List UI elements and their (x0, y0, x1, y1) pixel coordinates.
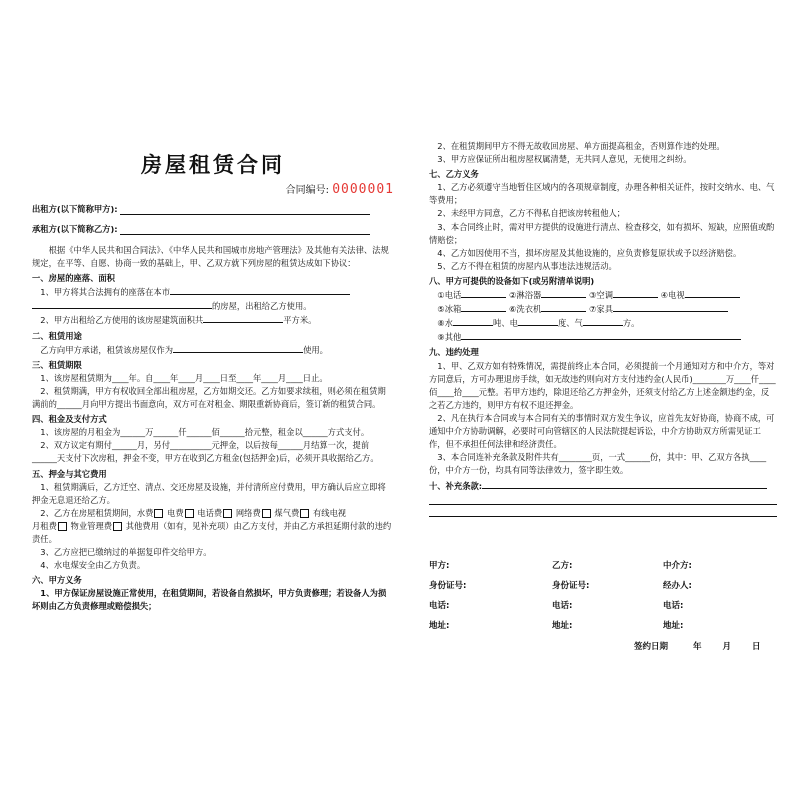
address-field[interactable] (170, 285, 350, 295)
equip-other-label: ⑨其他 (437, 332, 462, 343)
section-9-heading: 九、违约处理 (429, 347, 479, 358)
supplement-field-1[interactable] (482, 479, 767, 489)
contract-number-value: 0000001 (332, 182, 394, 197)
fee-network-checkbox[interactable] (262, 509, 271, 518)
party-b-id-label: 身份证号: (552, 581, 590, 591)
equipment-row-1 (429, 288, 777, 302)
equip-ac-field[interactable] (613, 288, 658, 298)
fee-water-label: 2、乙方在房屋租赁期间，水费 (40, 507, 154, 518)
section-3-heading: 三、租赁期限 (32, 359, 82, 370)
document-title: 房屋租赁合同 (141, 152, 285, 177)
section-10-heading (429, 479, 777, 493)
signature-col-a (429, 556, 466, 636)
signature-col-b (552, 556, 589, 636)
party-a-address-label: 地址: (429, 621, 450, 631)
contract-number-label: 合同编号: (285, 185, 330, 196)
section-3-item-2: 2、租赁期满，甲方有权收回全部出租房屋，乙方如期交还。乙方如要求续租，则必须在租赁期满前的______月向甲方提出书面意向，双方可在对租金、期限重新协商后，签订新的租赁合同。 (32, 385, 386, 410)
fee-phone-checkbox[interactable] (223, 509, 232, 518)
section-6-item-3: 3、甲方应保证所出租房屋权属清楚，无共同人意见，无使用之纠纷。 (437, 154, 692, 165)
sign-date-year: 年 (692, 642, 702, 652)
sign-date-month: 月 (722, 642, 731, 652)
equip-fridge-label: ⑤冰箱 (437, 304, 462, 315)
equip-washer-field[interactable] (541, 302, 586, 312)
section-5-item-1: 1、租赁期满后，乙方迁空、清点、交还房屋及设施，并付清所应付费用，甲方确认后应立即将押金无息退还给乙方。 (32, 481, 386, 505)
agent-phone-label: 电话: (663, 601, 684, 611)
section-5-item-2-cont (32, 520, 394, 546)
party-b-address-label: 地址: (552, 621, 573, 631)
section-10-label: 十、补充条款: (429, 481, 483, 492)
meter-gas-field[interactable] (583, 316, 623, 326)
supplement-field-3[interactable] (429, 505, 777, 517)
fee-cable-label: 有线电视 (312, 507, 347, 518)
fee-electric-checkbox[interactable] (185, 509, 194, 518)
sign-date-label: 签约日期 (634, 642, 669, 652)
section-6-item-2: 2、在租赁期间甲方不得无故收回房屋、单方面提高租金，否则算作违约处理。 (437, 141, 725, 151)
section-1-heading: 一、房屋的座落、面积 (32, 273, 115, 284)
equip-furniture-field[interactable] (613, 302, 728, 312)
section-5-item-2 (32, 507, 394, 520)
fee-other-text: 其他费用（如有，见补充项）由乙方支付，并由乙方承担延期付款的违约责任。 (32, 520, 392, 544)
equip-other-field[interactable] (461, 330, 741, 340)
lessee-label: 承租方(以下简称乙方): (32, 224, 118, 234)
party-a-phone-label: 电话: (429, 601, 450, 611)
area-field[interactable] (203, 313, 283, 323)
section-2-text (32, 343, 394, 357)
agent-handler-label: 经办人: (663, 581, 692, 591)
contract-sheet (27, 140, 777, 670)
equip-fridge-field[interactable] (461, 302, 506, 312)
sign-date (634, 640, 760, 652)
fee-gas-label: 煤气费 (274, 507, 300, 518)
section-9-item-3: 3、本合同连补充条款及附件共有________页，一式______份，其中：甲、乙双方各执____份，中介方一份，均具有同等法律效力，签字即生效。 (429, 452, 767, 476)
section-5-item-3: 3、乙方应把已缴纳过的单据复印件交给甲方。 (40, 547, 212, 558)
lessee-row (32, 220, 394, 238)
equip-washer-label: ⑥洗衣机 (508, 304, 542, 315)
section-4-item-1: 1、该房屋的月租金为______万______仟______佰______拾元整，租金以______方式支付。 (40, 427, 370, 438)
lessor-field[interactable] (120, 204, 370, 215)
party-a-id-label: 身份证号: (429, 581, 467, 591)
party-b-phone-label: 电话: (552, 601, 573, 611)
section-1-item-2-text: 2、甲方出租给乙方使用的该房屋建筑面积共 (40, 315, 204, 326)
section-4-heading: 四、租金及支付方式 (32, 414, 107, 425)
agent-label: 中介方: (663, 561, 692, 571)
lessor-label: 出租方(以下简称甲方): (32, 204, 118, 214)
equipment-row-2 (429, 302, 777, 316)
equip-phone-field[interactable] (461, 288, 506, 298)
fee-property-label: 物业管理费 (70, 520, 113, 531)
section-1-item-1-cont (32, 299, 394, 313)
meter-water-label: ⑧水 (437, 318, 454, 329)
section-8-heading: 八、甲方可提供的设备如下(或另附清单说明) (429, 275, 595, 286)
section-7-item-4: 4、乙方如因使用不当，损坏房屋及其他设施的，应负责修复原状或予以经济赔偿。 (437, 247, 742, 258)
section-1-item-1-end: 的房屋，出租给乙方使用。 (212, 301, 312, 312)
section-3-item-1: 1、该房屋租赁期为____年。自____年____月____日至____年____月____日止。 (40, 372, 328, 383)
section-9-item-2: 2、凡在执行本合同或与本合同有关的事情时双方发生争议，应首先友好协商，协商不成，可通知中介方协助调解，必要时可向管辖区的人民法院提起诉讼，中介方协助双方所需见证工作，但不承担任何法律和经济责任。 (429, 412, 775, 450)
fee-property-checkbox[interactable] (113, 522, 122, 531)
equip-tv-field[interactable] (685, 288, 740, 298)
section-1-item-1-text: 1、甲方将其合法拥有的座落在本市 (40, 287, 171, 298)
section-1-item-2-end: 平方米。 (283, 315, 317, 326)
fee-monthly-checkbox[interactable] (58, 522, 67, 531)
left-column (32, 140, 394, 614)
lessor-row (32, 200, 394, 218)
lessee-field[interactable] (120, 224, 370, 235)
section-7-heading: 七、乙方义务 (429, 169, 479, 180)
section-2-heading: 二、租赁用途 (32, 330, 82, 341)
section-5-heading: 五、押金与其它费用 (32, 468, 107, 479)
party-a-label: 甲方: (429, 561, 450, 571)
fee-electric-label: 电费 (167, 507, 184, 518)
signature-col-agent (663, 556, 692, 636)
sign-date-day: 日 (751, 642, 761, 652)
section-7-item-1: 1、乙方必须遵守当地暂住区域内的各项规章制度，办理各种相关证件，按时交纳水、电、气等费用； (429, 182, 775, 206)
meter-electric-label: 吨、电 (493, 318, 518, 329)
fee-phone-label: 电话费 (197, 507, 223, 518)
agent-address-label: 地址: (663, 621, 684, 631)
section-7-item-3: 3、本合同终止时，需对甲方提供的设施进行清点、检查移交，如有损坏、短缺，应照值或酌情赔偿； (429, 221, 775, 245)
equip-shower-label: ②淋浴器 (508, 290, 542, 301)
meter-end: 方。 (622, 318, 640, 329)
party-b-label: 乙方: (552, 561, 573, 571)
right-column (429, 140, 777, 517)
section-9-item-1: 1、甲、乙双方如有特殊情况，需提前终止本合同，必须提前一个月通知对方和中介方，等对方同意后，方可办理退房手续，如无故违约则向对方支付违约金(人民币)________万____仟____佰____拾____元整。若甲方违约，除退还给乙方押金外，还须支付给乙方上述金额违约金，反之若乙方违约，则甲方有权不退还押金。 (429, 360, 776, 410)
fee-monthly-label: 月租费 (32, 520, 57, 531)
usage-field[interactable] (173, 343, 303, 353)
section-5-item-4: 4、水电煤安全由乙方负责。 (40, 560, 146, 571)
equip-phone-label: ①电话 (437, 290, 462, 301)
section-1-item-2 (32, 313, 394, 327)
section-2-text-a: 乙方向甲方承诺，租赁该房屋仅作为 (40, 344, 174, 355)
section-6-item-1: 1、甲方保证房屋设施正常使用，在租赁期间，若设备自然损坏，甲方负责修理；若设备人为损坏则由乙方负责修理或赔偿损失； (32, 588, 387, 612)
preamble: 根据《中华人民共和国合同法》、《中华人民共和国城市房地产管理法》及其他有关法律、法规规定，在平等、自愿、协商一致的基础上，甲、乙双方就下列房屋的租赁达成如下协议： (32, 245, 389, 269)
supplement-field-2[interactable] (429, 493, 777, 505)
section-4-item-2: 2、双方议定有期付______月，另付__________元押金，以后按每______月结算一次，提前______天支付下次房租，押金不变，甲方在收到乙方租金(包括押金)后，必须开具收据给乙方。 (32, 440, 379, 464)
equip-tv-label: ④电视 (660, 290, 685, 301)
meter-gas-label: 度、气 (557, 318, 583, 329)
equip-shower-field[interactable] (541, 288, 586, 298)
equipment-row-3 (429, 316, 777, 330)
meter-water-field[interactable] (453, 316, 493, 326)
section-1-item-1 (32, 285, 394, 299)
section-6-heading: 六、甲方义务 (32, 575, 82, 586)
fee-network-label: 网络费 (235, 507, 261, 518)
fee-water-checkbox[interactable] (154, 509, 163, 518)
section-7-item-5: 5、乙方不得在租赁的房屋内从事违法违规活动。 (437, 260, 617, 271)
address-field-2[interactable] (32, 299, 212, 309)
section-2-text-b: 使用。 (303, 344, 328, 355)
fee-gas-checkbox[interactable] (300, 509, 309, 518)
meter-electric-field[interactable] (518, 316, 558, 326)
contract-number (32, 182, 394, 198)
equip-ac-label: ③空调 (588, 290, 614, 301)
equipment-row-4 (429, 330, 777, 344)
section-7-item-2: 2、未经甲方同意，乙方不得私自把该房转租他人； (437, 208, 626, 219)
equip-furniture-label: ⑦家具 (588, 304, 614, 315)
